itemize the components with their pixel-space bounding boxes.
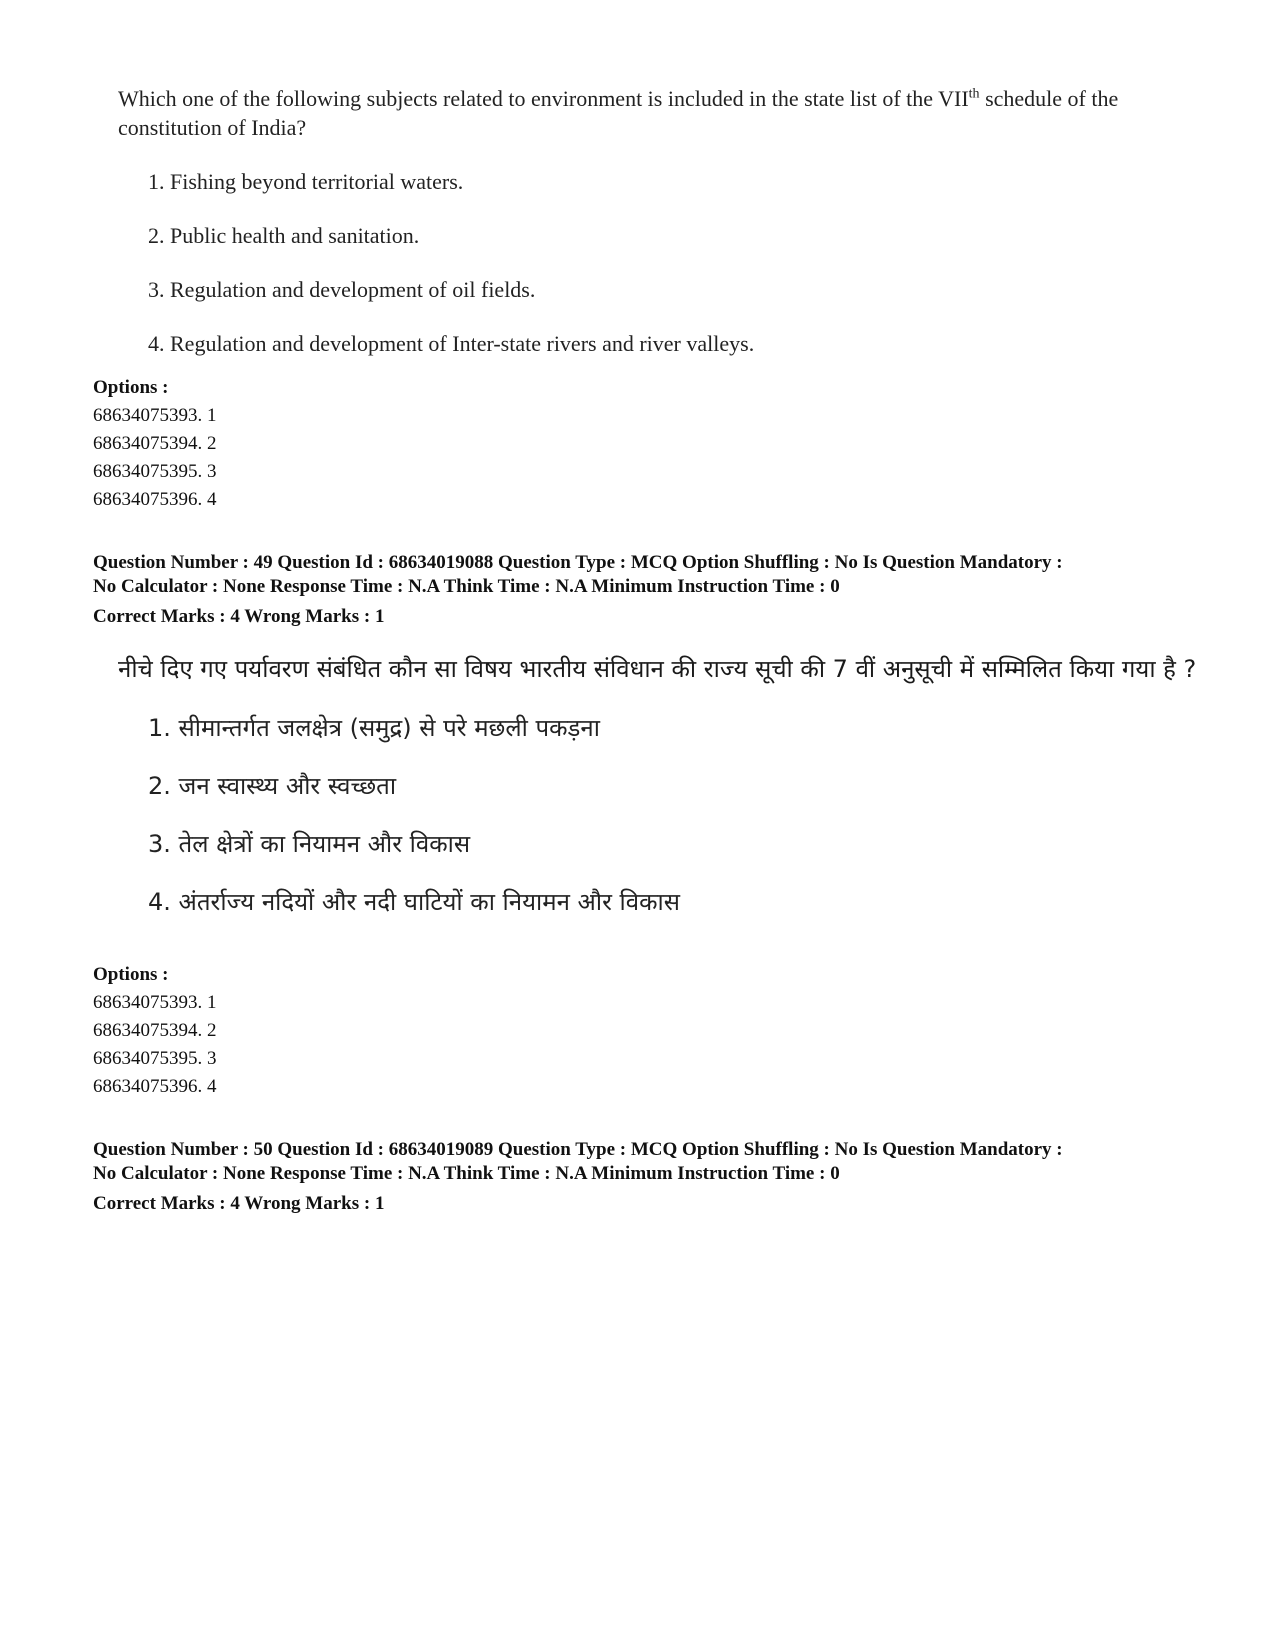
option-id-2: 68634075394. 2 <box>93 1020 217 1041</box>
options-block <box>93 961 1213 1101</box>
choice-1: 1. Fishing beyond territorial waters. <box>148 169 464 194</box>
ordinal-suffix: th <box>968 86 980 102</box>
option-id-4: 68634075396. 4 <box>93 1076 217 1097</box>
question-marks: Correct Marks : 4 Wrong Marks : 1 <box>93 1193 385 1214</box>
options-heading: Options : <box>93 964 169 985</box>
option-id-3: 68634075395. 3 <box>93 1048 217 1069</box>
question-choices-english <box>118 167 1198 358</box>
option-id-1: 68634075393. 1 <box>93 405 217 426</box>
question-meta-line-1: Question Number : 50 Question Id : 68634019089 Question Type : MCQ Option Shuffling : No Is Question Mandatory : <box>93 1139 1063 1160</box>
choice-4: 4. Regulation and development of Inter-state rivers and river valleys. <box>148 331 755 356</box>
choice-4: 4. अंतर्राज्य नदियों और नदी घाटियों का नियामन और विकास <box>148 888 680 916</box>
choice-3: 3. तेल क्षेत्रों का नियामन और विकास <box>148 830 471 858</box>
choice-3: 3. Regulation and development of oil fields. <box>148 277 536 302</box>
question-marks: Correct Marks : 4 Wrong Marks : 1 <box>93 606 385 627</box>
question-image-english <box>118 84 1198 358</box>
question-meta-line-1: Question Number : 49 Question Id : 68634019088 Question Type : MCQ Option Shuffling : No Is Question Mandatory : <box>93 552 1063 573</box>
choice-2: 2. जन स्वास्थ्य और स्वच्छता <box>148 772 397 800</box>
question-choices-hindi <box>118 712 1198 918</box>
question-stem-text-end: schedule of the constitution of India? <box>118 86 1119 140</box>
question-meta-line-2: No Calculator : None Response Time : N.A Think Time : N.A Minimum Instruction Time : 0 <box>93 1163 840 1184</box>
option-id-3: 68634075395. 3 <box>93 461 217 482</box>
question-stem-hindi: नीचे दिए गए पर्यावरण संबंधित कौन सा विषय भारतीय संविधान की राज्य सूची की 7 वीं अनुसूची में सम्मिलित किया गया है ? <box>118 655 1197 683</box>
option-id-2: 68634075394. 2 <box>93 433 217 454</box>
question-stem-text: Which one of the following subjects related to environment is included in the state list of the VII <box>118 86 969 111</box>
question-image-hindi <box>118 652 1198 918</box>
choice-2: 2. Public health and sanitation. <box>148 223 420 248</box>
question-meta-line-2: No Calculator : None Response Time : N.A Think Time : N.A Minimum Instruction Time : 0 <box>93 576 840 597</box>
options-block <box>93 374 1213 514</box>
question-stem-english <box>118 84 1198 142</box>
question-meta-50 <box>93 1138 1213 1218</box>
option-id-1: 68634075393. 1 <box>93 992 217 1013</box>
options-heading: Options : <box>93 377 169 398</box>
option-id-4: 68634075396. 4 <box>93 489 217 510</box>
question-meta-49 <box>93 551 1213 631</box>
choice-1: 1. सीमान्तर्गत जलक्षेत्र (समुद्र) से परे मछली पकड़ना <box>148 714 600 742</box>
